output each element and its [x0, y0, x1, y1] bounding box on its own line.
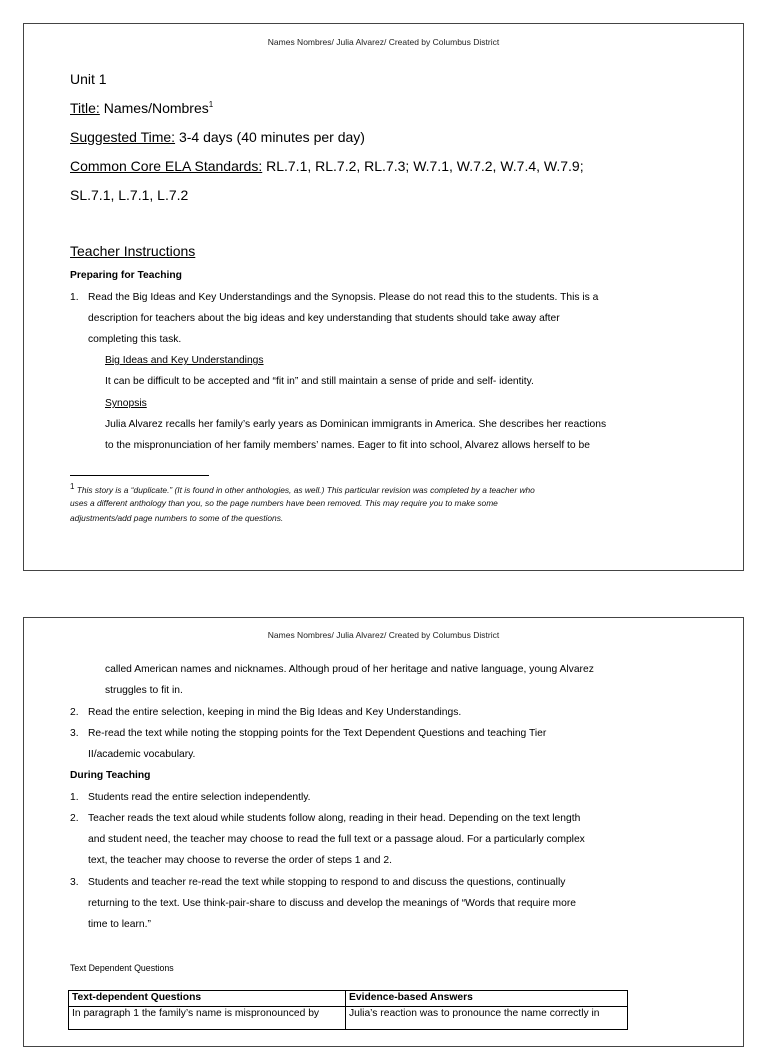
item-1-line-3: completing this task. [88, 334, 182, 345]
text-dependent-questions-heading: Text Dependent Questions [70, 963, 174, 973]
footnote-line-2: uses a different anthology than you, so the page numbers have been removed. This may require you to make some [70, 498, 498, 508]
footnote-text-1: This story is a “duplicate.” (It is found in other anthologies, as well.) This particular revision was completed by a teacher who [74, 485, 535, 495]
preparing-heading: Preparing for Teaching [70, 270, 182, 281]
table-header-row [69, 991, 628, 1007]
item-3-number: 3. [70, 728, 79, 739]
suggested-time-label: Suggested Time: [70, 129, 176, 145]
standards-line-2: SL.7.1, L.7.1, L.7.2 [70, 187, 189, 203]
during-1-number: 1. [70, 792, 79, 803]
title-line [70, 100, 213, 116]
synopsis-continued-line-1: called American names and nicknames. Although proud of her heritage and native language, young Alvarez [105, 664, 594, 675]
item-3-line-1: Re-read the text while noting the stopping points for the Text Dependent Questions and teaching Tier [88, 728, 547, 739]
table-cell-answer: Julia’s reaction was to pronounce the name correctly in [346, 1007, 628, 1030]
during-1-text: Students read the entire selection independently. [88, 792, 311, 803]
synopsis-heading: Synopsis [105, 398, 147, 409]
text-dependent-questions-table [68, 990, 628, 1030]
item-3-line-2: II/academic vocabulary. [88, 749, 196, 760]
table-cell-question: In paragraph 1 the family’s name is mispronounced by [69, 1007, 346, 1030]
synopsis-line-1: Julia Alvarez recalls her family’s early years as Dominican immigrants in America. She describes her reactions [105, 419, 607, 430]
footnote-line-1 [70, 482, 535, 495]
title-value: Names/Nombres [99, 100, 209, 116]
table-header-questions: Text-dependent Questions [69, 991, 346, 1007]
suggested-time-value: 3-4 days (40 minutes per day) [175, 129, 365, 145]
during-3-line-2: returning to the text. Use think-pair-share to discuss and develop the meanings of “Words that require more [88, 898, 577, 909]
footnote-number: 1 [70, 482, 75, 491]
standards-label: Common Core ELA Standards: [70, 158, 263, 174]
item-2-number: 2. [70, 707, 79, 718]
title-label: Title: [70, 100, 100, 116]
during-2-line-1: Teacher reads the text aloud while students follow along, reading in their head. Depending on the text length [88, 813, 581, 824]
suggested-time-line [70, 129, 365, 145]
title-footnote-ref: 1 [208, 100, 214, 109]
big-ideas-heading: Big Ideas and Key Understandings [105, 355, 264, 366]
document-page-1 [23, 23, 744, 571]
running-header: Names Nombres/ Julia Alvarez/ Created by Columbus District [267, 630, 500, 640]
during-3-number: 3. [70, 877, 79, 888]
during-2-line-2: and student need, the teacher may choose to read the full text or a passage aloud. For a particularly complex [88, 834, 585, 845]
unit-label: Unit 1 [70, 71, 107, 87]
table-row [69, 1007, 628, 1030]
during-teaching-heading: During Teaching [70, 770, 151, 781]
standards-value: RL.7.1, RL.7.2, RL.7.3; W.7.1, W.7.2, W.7.4, W.7.9; [262, 158, 584, 174]
synopsis-continued-line-2: struggles to fit in. [105, 685, 183, 696]
during-3-line-1: Students and teacher re-read the text while stopping to respond to and discuss the questions, continually [88, 877, 566, 888]
footnote-separator [70, 475, 209, 476]
during-2-number: 2. [70, 813, 79, 824]
item-1-line-1: Read the Big Ideas and Key Understandings and the Synopsis. Please do not read this to the students. This is a [88, 292, 599, 303]
teacher-instructions-heading: Teacher Instructions [70, 243, 196, 259]
big-ideas-text: It can be difficult to be accepted and “fit in” and still maintain a sense of pride and self- identity. [105, 376, 534, 387]
synopsis-line-2: to the mispronunciation of her family members’ names. Eager to fit into school, Alvarez allows herself to be [105, 440, 590, 451]
footnote-line-3: adjustments/add page numbers to some of the questions. [70, 513, 284, 523]
item-1-line-2: description for teachers about the big ideas and key understanding that students should take away after [88, 313, 560, 324]
item-2-text: Read the entire selection, keeping in mind the Big Ideas and Key Understandings. [88, 707, 462, 718]
running-header: Names Nombres/ Julia Alvarez/ Created by Columbus District [267, 37, 500, 47]
standards-line [70, 158, 584, 174]
table-header-answers: Evidence-based Answers [346, 991, 628, 1007]
during-2-line-3: text, the teacher may choose to reverse the order of steps 1 and 2. [88, 855, 392, 866]
document-page-2 [23, 617, 744, 1047]
item-1-number: 1. [70, 292, 79, 303]
during-3-line-3: time to learn.” [88, 919, 151, 930]
